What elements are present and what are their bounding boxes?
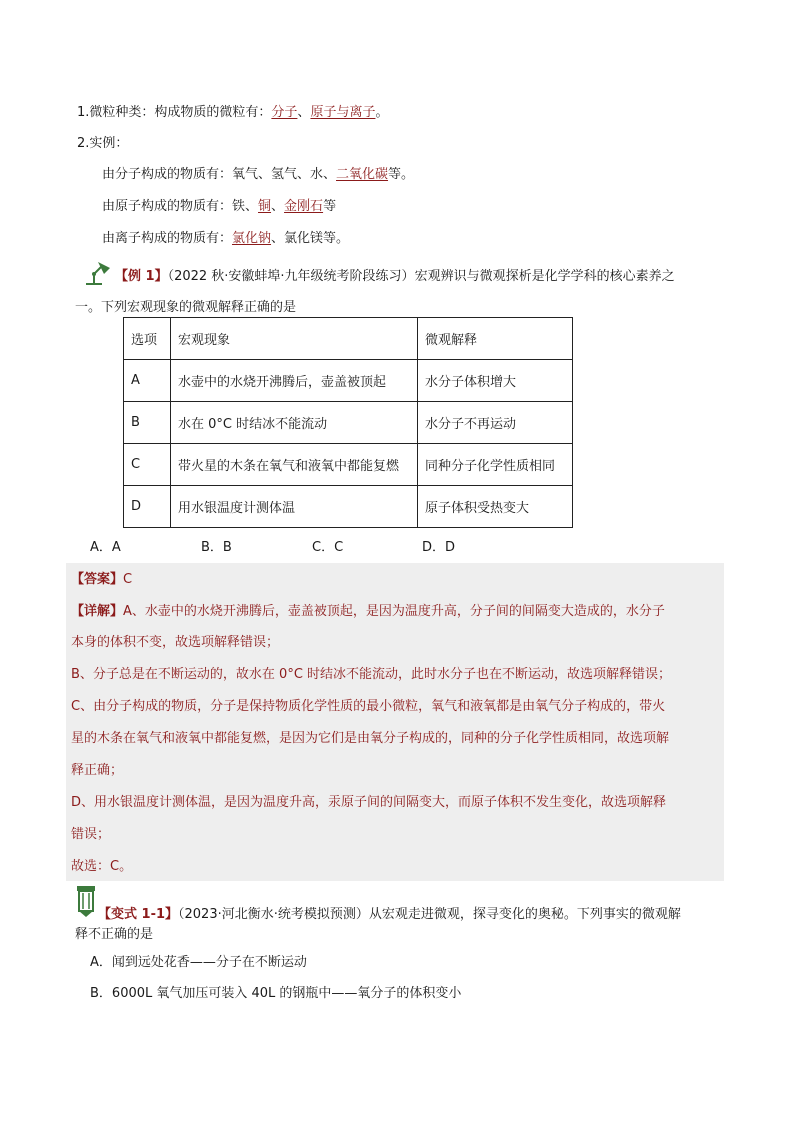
detail-line: 故选：C。 bbox=[71, 859, 133, 874]
table-cell: A bbox=[124, 360, 171, 402]
table-cell: 水壶中的水烧开沸腾后，壶盖被顶起 bbox=[171, 360, 418, 402]
option-a: A．A bbox=[90, 540, 121, 555]
table-cell: 水在 0°C 时结冰不能流动 bbox=[171, 402, 418, 444]
table-cell: C bbox=[124, 444, 171, 486]
table-cell: 水分子不再运动 bbox=[418, 402, 573, 444]
table-cell: 带火星的木条在氧气和液氧中都能复燃 bbox=[171, 444, 418, 486]
example1-heading bbox=[115, 268, 675, 286]
end-punct: 等 bbox=[323, 199, 337, 214]
question-stem: 从宏观走进微观，探寻变化的奥秘。下列事实的微观解 bbox=[368, 907, 681, 922]
table-row bbox=[124, 360, 573, 402]
table-row bbox=[124, 444, 573, 486]
variant1-heading bbox=[98, 906, 681, 924]
answer-line bbox=[71, 571, 132, 589]
variant-option-a: A．闻到远处花香——分子在不断运动 bbox=[90, 955, 307, 970]
table-row bbox=[124, 402, 573, 444]
variant1-stem-line2: 释不正确的是 bbox=[75, 927, 154, 942]
end-punct: 、氯化镁等。 bbox=[271, 231, 350, 246]
detail-line: 星的木条在氧气和液氧中都能复燃，是因为它们是由氧分子构成的，同种的分子化学性质相同，故选项解 bbox=[71, 731, 670, 746]
intro-text: 由原子构成的物质有：铁、 bbox=[102, 199, 259, 214]
example-line-atom bbox=[102, 198, 336, 216]
table-cell: 水分子体积增大 bbox=[418, 360, 573, 402]
underlined-term: 分子 bbox=[271, 105, 298, 120]
table-cell: 同种分子化学性质相同 bbox=[418, 444, 573, 486]
table-header-cell: 微观解释 bbox=[418, 318, 573, 360]
intro-text: 1.微粒种类：构成物质的微粒有： bbox=[77, 105, 272, 120]
intro-text: 由离子构成的物质有： bbox=[102, 231, 233, 246]
table-header-cell: 宏观现象 bbox=[171, 318, 418, 360]
intro-point-1 bbox=[77, 104, 388, 122]
detail-line: B、分子总是在不断运动的，故水在 0°C 时结冰不能流动，此时水分子也在不断运动，故选项解释错误； bbox=[71, 667, 672, 682]
table-cell: 原子体积受热变大 bbox=[418, 486, 573, 528]
detail-line bbox=[71, 603, 665, 621]
detail-line: 本身的体积不变，故选项解释错误； bbox=[71, 635, 280, 650]
question-source: （2023·河北衡水·统考模拟预测） bbox=[178, 907, 369, 922]
option-c: C．C bbox=[312, 540, 344, 555]
table-cell: D bbox=[124, 486, 171, 528]
question-table bbox=[123, 317, 573, 528]
detail-label: 【详解】 bbox=[71, 604, 124, 619]
option-d: D．D bbox=[422, 540, 456, 555]
example1-stem-line2: 一。下列宏观现象的微观解释正确的是 bbox=[75, 300, 297, 315]
detail-text: A、水壶中的水烧开沸腾后，壶盖被顶起，是因为温度升高，分子间的间隔变大造成的，水分子 bbox=[123, 604, 665, 619]
detail-line: D、用水银温度计测体温，是因为温度升高，汞原子间的间隔变大，而原子体积不发生变化，故选项解释 bbox=[71, 795, 667, 810]
variant-option-b: B．6000L 氧气加压可装入 40L 的钢瓶中——氧分子的体积变小 bbox=[90, 986, 462, 1001]
underlined-term: 金刚石 bbox=[284, 199, 324, 214]
option-b: B．B bbox=[201, 540, 232, 555]
underlined-term: 原子与离子 bbox=[310, 105, 376, 120]
underlined-term: 二氧化碳 bbox=[336, 167, 389, 182]
detail-line: 释正确； bbox=[71, 763, 124, 778]
example-line-molecule bbox=[102, 166, 414, 184]
table-row bbox=[124, 486, 573, 528]
intro-point-2: 2.实例： bbox=[77, 136, 129, 151]
example-tag: 【例 1】 bbox=[115, 269, 168, 284]
detail-line: 错误； bbox=[71, 827, 111, 842]
end-punct: 。 bbox=[375, 105, 389, 120]
answer-label: 【答案】 bbox=[71, 572, 124, 587]
table-cell: B bbox=[124, 402, 171, 444]
table-cell: 用水银温度计测体温 bbox=[171, 486, 418, 528]
table-header-cell: 选项 bbox=[124, 318, 171, 360]
underlined-term: 氯化钠 bbox=[232, 231, 272, 246]
end-punct: 等。 bbox=[388, 167, 415, 182]
detail-line: C、由分子构成的物质，分子是保持物质化学性质的最小微粒，氧气和液氧都是由氧气分子构成的，带火 bbox=[71, 699, 666, 714]
intro-text: 由分子构成的物质有：氧气、氢气、水、 bbox=[102, 167, 337, 182]
separator: 、 bbox=[297, 105, 311, 120]
lamp-icon bbox=[80, 258, 116, 288]
variant-tag: 【变式 1-1】 bbox=[98, 907, 179, 922]
table-header-row bbox=[124, 318, 573, 360]
question-source: （2022 秋·安徽蚌埠·九年级统考阶段练习） bbox=[167, 269, 415, 284]
example-line-ion bbox=[102, 230, 349, 248]
pencil-icon bbox=[74, 884, 98, 918]
question-stem: 宏观辨识与微观探析是化学学科的核心素养之 bbox=[414, 269, 675, 284]
answer-value: C bbox=[123, 572, 133, 587]
underlined-term: 铜 bbox=[258, 199, 272, 214]
separator: 、 bbox=[271, 199, 285, 214]
